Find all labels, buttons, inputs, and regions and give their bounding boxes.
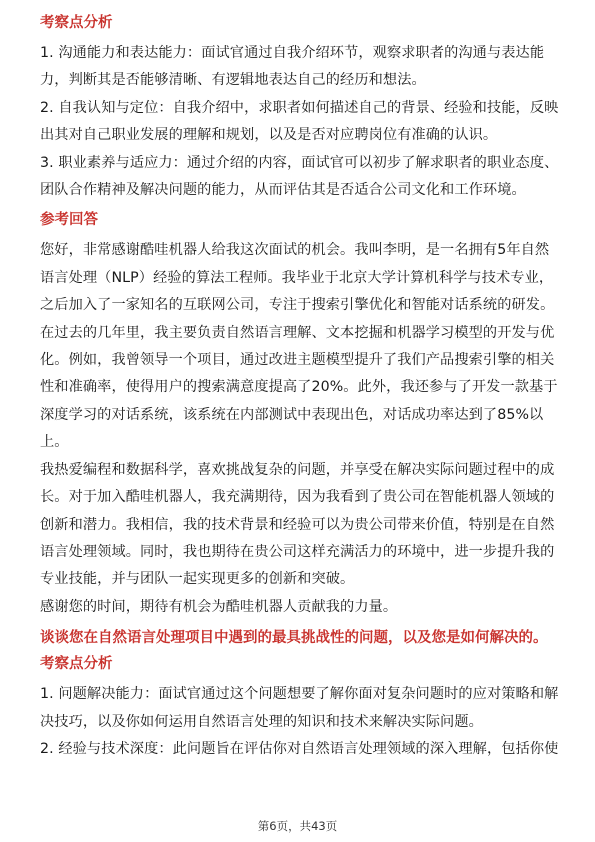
answer-paragraph-2: 我热爱编程和数据科学，喜欢挑战复杂的问题，并享受在解决实际问题过程中的成长。对于加入酷哇机器人，我充满期待，因为我看到了贵公司在智能机器人领域的创新和潜力。我相信，我的技术背景和经验可以为贵公司带来价值，特别是在自然语言处理领域。同时，我也期待在贵公司这样充满活力的环境中，进一步提升我的专业技能，并与团队一起实现更多的创新和突破。 xyxy=(40,461,555,588)
analysis-point-2: 2. 自我认知与定位：自我介绍中，求职者如何描述自己的背景、经验和技能，反映出其对自己职业发展的理解和规划，以及是否对应聘岗位有准确的认识。 xyxy=(40,99,559,144)
interview-question: 谈谈您在自然语言处理项目中遇到的最具挑战性的问题，以及您是如何解决的。 xyxy=(40,630,548,647)
answer-paragraph-1: 您好，非常感谢酷哇机器人给我这次面试的机会。我叫李明，是一名拥有5年自然语言处理（NLP）经验的算法工程师。我毕业于北京大学计算机科学与技术专业，之后加入了一家知名的互联网公司，专注于搜索引擎优化和智能对话系统的研发。在过去的几年里，我主要负责自然语言理解、文本挖掘和机器学习模型的开发与优化。例如，我曾领导一个项目，通过改进主题模型提升了我们产品搜索引擎的相关性和准确率，使得用户的搜索满意度提高了20%。此外，我还参与了开发一款基于深度学习的对话系统，该系统在内部测试中表现出色，对话成功率达到了85%以上。 xyxy=(40,242,558,451)
page-content xyxy=(40,13,562,763)
analysis-point-3: 3. 职业素养与适应力：通过介绍的内容，面试官可以初步了解求职者的职业态度、团队合作精神及解决问题的能力，从而评估其是否适合公司文化和工作环境。 xyxy=(40,154,559,199)
analysis2-point-1: 1. 问题解决能力：面试官通过这个问题想要了解你面对复杂问题时的应对策略和解决技巧，以及你如何运用自然语言处理的知识和技术来解决实际问题。 xyxy=(40,686,559,730)
section-title-analysis-2: 考察点分析 xyxy=(40,656,113,673)
analysis-point-1: 1. 沟通能力和表达能力：面试官通过自我介绍环节，观察求职者的沟通与表达能力，判断其是否能够清晰、有逻辑地表达自己的经历和想法。 xyxy=(40,45,545,89)
page-number-footer: 第6页，共43页 xyxy=(257,819,338,833)
analysis2-point-2: 2. 经验与技术深度：此问题旨在评估你对自然语言处理领域的深入理解，包括你使 xyxy=(40,740,559,757)
section-title-reference-answer: 参考回答 xyxy=(40,212,98,229)
answer-paragraph-3: 感谢您的时间，期待有机会为酷哇机器人贡献我的力量。 xyxy=(40,598,398,615)
section-title-analysis: 考察点分析 xyxy=(40,15,113,31)
